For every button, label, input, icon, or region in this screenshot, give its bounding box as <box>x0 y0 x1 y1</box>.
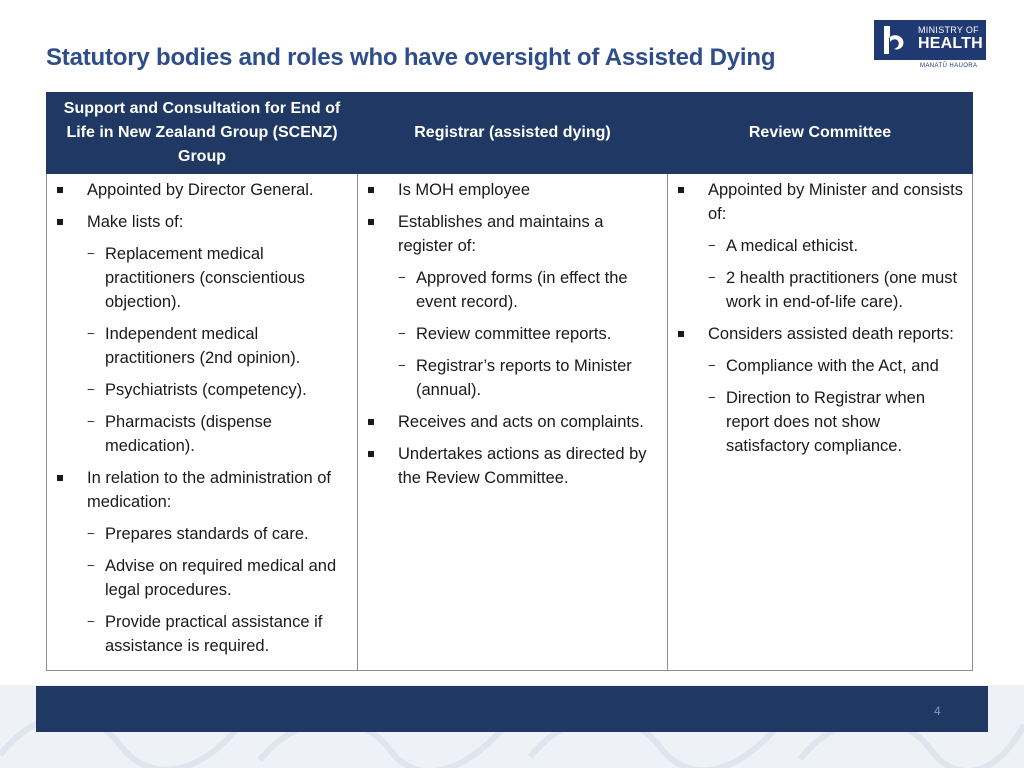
list-item <box>53 466 349 658</box>
header-review-committee: Review Committee <box>668 93 973 174</box>
sub-list-item: − Compliance with the Act, and <box>708 354 964 378</box>
bullet-text: Undertakes actions as directed by the Review Committee. <box>398 445 647 487</box>
sub-list <box>87 522 349 658</box>
registrar-list <box>364 178 659 490</box>
bullet-text: Is MOH employee <box>398 181 531 199</box>
list-item <box>364 410 659 434</box>
sub-list <box>398 266 659 402</box>
sub-list-item: − A medical ethicist. <box>708 234 964 258</box>
bullet-text: Establishes and maintains a register of: <box>398 213 604 255</box>
sub-list-item: − Registrar’s reports to Minister (annual). <box>398 354 659 402</box>
oversight-table <box>46 92 973 671</box>
page-number: 4 <box>934 704 941 718</box>
logo-line2: HEALTH <box>918 35 983 52</box>
sub-list-item: − Advise on required medical and legal procedures. <box>87 554 349 602</box>
sub-list <box>708 234 964 314</box>
sub-list-item: − Review committee reports. <box>398 322 659 346</box>
list-item <box>53 210 349 458</box>
scenz-list <box>53 178 349 658</box>
header-scenz: Support and Consultation for End of Life in New Zealand Group (SCENZ) Group <box>47 93 358 174</box>
sub-list-item: − 2 health practitioners (one must work in end-of-life care). <box>708 266 964 314</box>
table-body-row <box>47 174 973 671</box>
header-registrar: Registrar (assisted dying) <box>358 93 668 174</box>
footer-bar <box>36 686 988 732</box>
bullet-text: In relation to the administration of medication: <box>87 469 331 511</box>
list-item <box>364 210 659 402</box>
table-header-row <box>47 93 973 174</box>
sub-list-item: − Prepares standards of care. <box>87 522 349 546</box>
logo-subtitle: MANATŪ HAUORA <box>920 63 978 69</box>
bullet-text: Appointed by Minister and consists of: <box>708 181 963 223</box>
list-item <box>674 178 964 314</box>
koru-icon <box>878 24 912 56</box>
list-item <box>674 322 964 458</box>
sub-list-item: − Approved forms (in effect the event record). <box>398 266 659 314</box>
sub-list <box>708 354 964 458</box>
list-item <box>364 442 659 490</box>
cell-review-committee <box>668 174 973 671</box>
sub-list <box>87 242 349 458</box>
review-committee-list <box>674 178 964 458</box>
cell-scenz <box>47 174 358 671</box>
sub-list-item: − Provide practical assistance if assistance is required. <box>87 610 349 658</box>
bullet-text: Considers assisted death reports: <box>708 325 954 343</box>
bullet-text: Appointed by Director General. <box>87 181 314 199</box>
bullet-text: Make lists of: <box>87 213 184 231</box>
list-item <box>364 178 659 202</box>
ministry-of-health-logo <box>874 20 986 72</box>
slide-title: Statutory bodies and roles who have oversight of Assisted Dying <box>46 44 776 71</box>
sub-list-item: − Psychiatrists (competency). <box>87 378 349 402</box>
sub-list-item: − Direction to Registrar when report does not show satisfactory compliance. <box>708 386 964 458</box>
sub-list-item: − Replacement medical practitioners (conscientious objection). <box>87 242 349 314</box>
logo-line1: MINISTRY OF <box>918 25 979 35</box>
logo-badge <box>874 20 986 60</box>
list-item <box>53 178 349 202</box>
bullet-text: Receives and acts on complaints. <box>398 413 644 431</box>
cell-registrar <box>358 174 668 671</box>
sub-list-item: − Pharmacists (dispense medication). <box>87 410 349 458</box>
sub-list-item: − Independent medical practitioners (2nd opinion). <box>87 322 349 370</box>
